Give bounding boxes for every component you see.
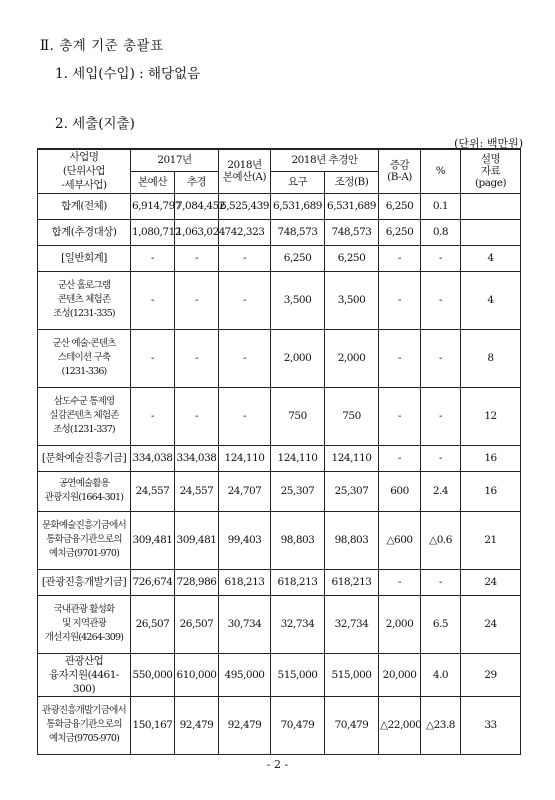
budget-2017-supp-cell: 309,481	[175, 511, 219, 569]
request-cell: 98,803	[271, 511, 325, 569]
adjusted-cell: 70,479	[325, 696, 379, 754]
table-row	[38, 595, 521, 653]
change-cell: -	[379, 445, 421, 471]
header-doc-ref: 설명 자료 (page)	[461, 149, 521, 193]
table-row	[38, 471, 521, 511]
table-row	[38, 329, 521, 387]
page-number: - 2 -	[266, 758, 289, 771]
request-cell: 618,213	[271, 569, 325, 595]
budget-2017-supp-cell: -	[175, 329, 219, 387]
budget-2018-main-cell: 24,707	[219, 471, 271, 511]
revenue-item: 1. 세입(수입) : 해당없음	[55, 66, 201, 82]
request-cell: 3,500	[271, 271, 325, 329]
change-cell: -	[379, 245, 421, 271]
percent-cell: -	[421, 569, 461, 595]
adjusted-cell: 2,000	[325, 329, 379, 387]
request-cell: 124,110	[271, 445, 325, 471]
request-cell: 750	[271, 387, 325, 445]
adjusted-cell: 124,110	[325, 445, 379, 471]
request-cell: 32,734	[271, 595, 325, 653]
header-request: 요구	[271, 171, 325, 193]
page-ref-cell: 12	[461, 387, 521, 445]
request-cell: 515,000	[271, 653, 325, 696]
page-ref-cell: 16	[461, 445, 521, 471]
budget-2017-supp-cell: 334,038	[175, 445, 219, 471]
budget-2017-supp-cell: -	[175, 271, 219, 329]
table-row	[38, 653, 521, 696]
budget-2017-main-cell: 1,080,712	[131, 219, 175, 245]
header-2017: 2017년	[131, 149, 219, 171]
change-cell: -	[379, 271, 421, 329]
budget-2018-main-cell: -	[219, 387, 271, 445]
table-row	[38, 193, 521, 219]
budget-2017-supp-cell: -	[175, 387, 219, 445]
percent-cell: 0.8	[421, 219, 461, 245]
budget-2017-main-cell: 550,000	[131, 653, 175, 696]
budget-table	[37, 148, 521, 755]
budget-2018-main-cell: 124,110	[219, 445, 271, 471]
budget-2017-supp-cell: 7,084,452	[175, 193, 219, 219]
budget-2017-supp-cell: -	[175, 245, 219, 271]
percent-cell: -	[421, 445, 461, 471]
budget-2018-main-cell: 6,525,439	[219, 193, 271, 219]
budget-2018-main-cell: 99,403	[219, 511, 271, 569]
page-ref-cell: 24	[461, 595, 521, 653]
change-cell: -	[379, 569, 421, 595]
expenditure-item: 2. 세출(지출)	[55, 116, 135, 132]
budget-2017-supp-cell: 24,557	[175, 471, 219, 511]
page-ref-cell	[461, 219, 521, 245]
change-cell: 20,000	[379, 653, 421, 696]
adjusted-cell: 618,213	[325, 569, 379, 595]
adjusted-cell: 6,250	[325, 245, 379, 271]
change-cell: 2,000	[379, 595, 421, 653]
header-adjusted: 조정(B)	[325, 171, 379, 193]
project-name-cell: 국내관광 활성화 및 지역관광 개선지원(4264-309)	[38, 595, 131, 653]
header-project-name: 사업명 (단위사업 -세부사업)	[38, 149, 131, 193]
budget-2017-main-cell: 309,481	[131, 511, 175, 569]
change-cell: 6,250	[379, 219, 421, 245]
budget-2018-main-cell: 495,000	[219, 653, 271, 696]
adjusted-cell: 25,307	[325, 471, 379, 511]
budget-2018-main-cell: -	[219, 329, 271, 387]
adjusted-cell: 32,734	[325, 595, 379, 653]
project-name-cell: [문화예술진흥기금]	[38, 445, 131, 471]
table-row	[38, 445, 521, 471]
budget-2018-main-cell: 92,479	[219, 696, 271, 754]
request-cell: 25,307	[271, 471, 325, 511]
change-cell: -	[379, 387, 421, 445]
page-ref-cell: 21	[461, 511, 521, 569]
table-row	[38, 271, 521, 329]
percent-cell: 2.4	[421, 471, 461, 511]
page-ref-cell: 29	[461, 653, 521, 696]
request-cell: 748,573	[271, 219, 325, 245]
request-cell: 70,479	[271, 696, 325, 754]
percent-cell: -	[421, 271, 461, 329]
budget-2017-main-cell: -	[131, 271, 175, 329]
header-2018-main: 2018년 본예산(A)	[219, 149, 271, 193]
adjusted-cell: 6,531,689	[325, 193, 379, 219]
budget-2017-supp-cell: 728,986	[175, 569, 219, 595]
header-percent: %	[421, 149, 461, 193]
budget-2018-main-cell: -	[219, 245, 271, 271]
project-name-cell: 문화예술진흥기금에서 통화금융기관으로의 예치금(9701-970)	[38, 511, 131, 569]
percent-cell: 0.1	[421, 193, 461, 219]
budget-2018-main-cell: 30,734	[219, 595, 271, 653]
project-name-cell: 합계(전체)	[38, 193, 131, 219]
page-ref-cell	[461, 193, 521, 219]
change-cell: 6,250	[379, 193, 421, 219]
budget-2018-main-cell: 742,323	[219, 219, 271, 245]
adjusted-cell: 750	[325, 387, 379, 445]
adjusted-cell: 98,803	[325, 511, 379, 569]
budget-2017-supp-cell: 1,063,024	[175, 219, 219, 245]
budget-2017-supp-cell: 92,479	[175, 696, 219, 754]
percent-cell: 4.0	[421, 653, 461, 696]
project-name-cell: 관광산업 융자지원(4461-300)	[38, 653, 131, 696]
percent-cell: △0.6	[421, 511, 461, 569]
budget-2017-supp-cell: 610,000	[175, 653, 219, 696]
budget-2017-main-cell: 726,674	[131, 569, 175, 595]
table-row	[38, 511, 521, 569]
percent-cell: -	[421, 387, 461, 445]
change-cell: △600	[379, 511, 421, 569]
table-row	[38, 219, 521, 245]
budget-2018-main-cell: 618,213	[219, 569, 271, 595]
header-change: 증감 (B-A)	[379, 149, 421, 193]
project-name-cell: 군산 예술·콘텐츠 스테이션 구축 (1231-336)	[38, 329, 131, 387]
adjusted-cell: 3,500	[325, 271, 379, 329]
budget-2017-supp-cell: 26,507	[175, 595, 219, 653]
table-row	[38, 245, 521, 271]
percent-cell: △23.8	[421, 696, 461, 754]
project-name-cell: [일반회계]	[38, 245, 131, 271]
project-name-cell: 군산 홀로그램 콘텐츠 체험존 조성(1231-335)	[38, 271, 131, 329]
page-ref-cell: 8	[461, 329, 521, 387]
budget-2017-main-cell: 150,167	[131, 696, 175, 754]
adjusted-cell: 515,000	[325, 653, 379, 696]
page-ref-cell: 33	[461, 696, 521, 754]
project-name-cell: [관광진흥개발기금]	[38, 569, 131, 595]
unit-label: (단위: 백만원)	[454, 137, 523, 150]
table-row	[38, 387, 521, 445]
adjusted-cell: 748,573	[325, 219, 379, 245]
request-cell: 6,531,689	[271, 193, 325, 219]
page-ref-cell: 24	[461, 569, 521, 595]
percent-cell: -	[421, 329, 461, 387]
budget-2017-main-cell: 26,507	[131, 595, 175, 653]
budget-2017-main-cell: 24,557	[131, 471, 175, 511]
change-cell: -	[379, 329, 421, 387]
change-cell: 600	[379, 471, 421, 511]
request-cell: 2,000	[271, 329, 325, 387]
page-ref-cell: 4	[461, 245, 521, 271]
header-budget-main: 본예산	[131, 171, 175, 193]
budget-2017-main-cell: -	[131, 387, 175, 445]
budget-2017-main-cell: -	[131, 245, 175, 271]
table-row	[38, 569, 521, 595]
project-name-cell: 합계(추경대상)	[38, 219, 131, 245]
section-heading: Ⅱ. 총계 기준 총괄표	[40, 38, 164, 54]
project-name-cell: 공연예술활용 관광지원(1664-301)	[38, 471, 131, 511]
budget-2017-main-cell: 334,038	[131, 445, 175, 471]
percent-cell: -	[421, 245, 461, 271]
percent-cell: 6.5	[421, 595, 461, 653]
request-cell: 6,250	[271, 245, 325, 271]
budget-2018-main-cell: -	[219, 271, 271, 329]
change-cell: △22,000	[379, 696, 421, 754]
header-budget-supp: 추경	[175, 171, 219, 193]
project-name-cell: 삼도수군 통제영 실감콘텐츠 체험존 조성(1231-337)	[38, 387, 131, 445]
page-ref-cell: 4	[461, 271, 521, 329]
budget-2017-main-cell: 6,914,797	[131, 193, 175, 219]
header-2018-supp: 2018년 추경안	[271, 149, 379, 171]
project-name-cell: 관광진흥개발기금에서 통화금융기관으로의 예치금(9705-970)	[38, 696, 131, 754]
table-row	[38, 696, 521, 754]
page-ref-cell: 16	[461, 471, 521, 511]
budget-2017-main-cell: -	[131, 329, 175, 387]
